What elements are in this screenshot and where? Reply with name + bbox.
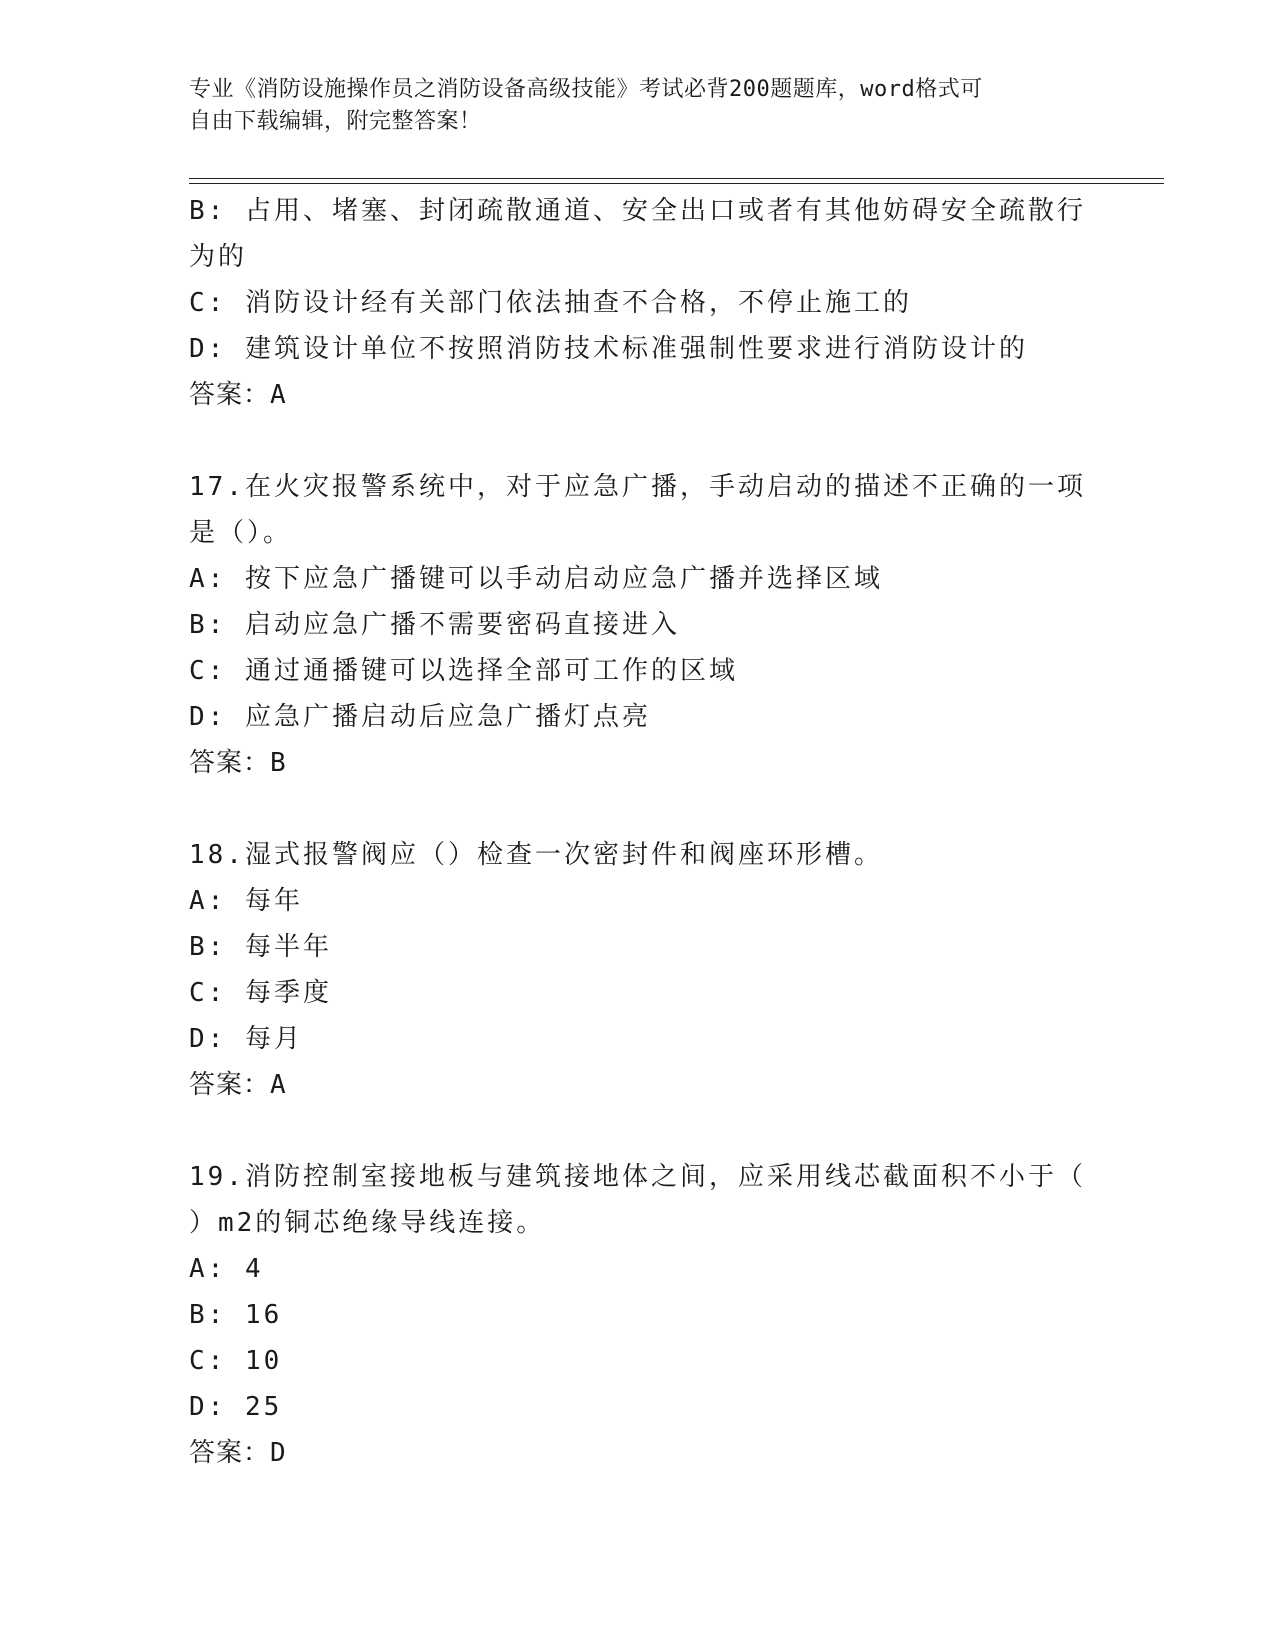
answer: 答案：D [189,1438,287,1468]
header-rule-bottom [189,183,1164,184]
header-line-1: 专业《消防设施操作员之消防设备高级技能》考试必背200题题库，word格式可 [189,77,983,102]
document-body [189,188,1089,1476]
option-b: B: 启动应急广播不需要密码直接进入 [189,610,680,640]
question-stem: 17.在火灾报警系统中，对于应急广播，手动启动的描述不正确的一项 [189,472,1086,502]
question-stem: 19.消防控制室接地板与建筑接地体之间，应采用线芯截面积不小于（ [189,1162,1086,1192]
option-c: C: 10 [189,1346,283,1376]
header-rule-top [189,178,1164,179]
question-stem: 18.湿式报警阀应（）检查一次密封件和阀座环形槽。 [189,840,883,870]
option-d: D: 每月 [189,1024,303,1054]
question-stem-continued: 是（）。 [189,518,293,548]
option-b: B: 占用、堵塞、封闭疏散通道、安全出口或者有其他妨碍安全疏散行 [189,196,1086,226]
option-b-continued: 为的 [189,242,248,272]
option-a: A: 按下应急广播键可以手动启动应急广播并选择区域 [189,564,883,594]
spacer [189,418,1089,464]
option-d: D: 应急广播启动后应急广播灯点亮 [189,702,651,732]
option-c: C: 消防设计经有关部门依法抽查不合格，不停止施工的 [189,288,912,318]
option-b: B: 每半年 [189,932,332,962]
question-18 [189,832,1089,1108]
question-19 [189,1154,1089,1476]
question-16-tail [189,188,1089,418]
question-17 [189,464,1089,786]
option-a: A: 每年 [189,886,303,916]
option-c: C: 通过通播键可以选择全部可工作的区域 [189,656,738,686]
header-line-2: 自由下载编辑，附完整答案！ [189,109,482,134]
option-d: D: 25 [189,1392,283,1422]
option-d: D: 建筑设计单位不按照消防技术标准强制性要求进行消防设计的 [189,334,1028,364]
option-b: B: 16 [189,1300,283,1330]
option-c: C: 每季度 [189,978,332,1008]
answer: 答案：A [189,1070,287,1100]
option-a: A: 4 [189,1254,264,1284]
spacer [189,1108,1089,1154]
answer: 答案：B [189,748,287,778]
question-stem-continued: ）m2的铜芯绝缘导线连接。 [189,1208,546,1238]
answer: 答案：A [189,380,287,410]
document-header [189,74,1069,138]
spacer [189,786,1089,832]
